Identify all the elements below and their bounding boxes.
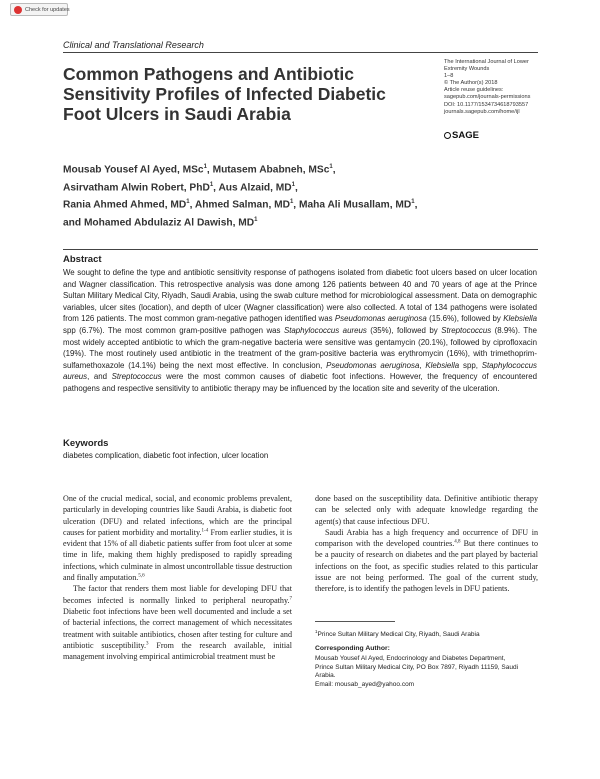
sage-logo	[444, 130, 479, 141]
copyright: © The Author(s) 2018	[444, 80, 498, 87]
paragraph: Saudi Arabia has a high frequency and occurrence of DFU in comparison with the developed countries.$^{4,8}$ But there continues to be a paucity of research on diabetes and the part played by bacterial infections on the foot, as specific studies related to this particular issue are not being performed. The goal of the current study, therefore, is to identify the pathogen levels in DFU patients.	[315, 527, 538, 594]
paragraph: done based on the susceptibility data. Definitive antibiotic therapy can be selected only with adequate knowledge regarding the agent(s) that cause infectious DFU.	[315, 494, 538, 526]
journal-meta	[444, 59, 544, 116]
permissions-link[interactable]: sagepub.com/journals-permissions	[444, 94, 531, 101]
abstract-divider	[63, 249, 538, 250]
doi[interactable]: DOI: 10.1177/1534734618793557	[444, 101, 529, 108]
author-line: Asirvatham Alwin Robert, PhD$^1$, Aus Alzaid, $MD^1$,	[63, 181, 298, 193]
footnote-divider	[315, 621, 395, 622]
paragraph: The factor that renders them most liable for developing DFU that becomes infected is normally linked to peripheral neuropathy.$^7$ Diabetic foot infections have been well documented and include a set of bacterial infections, the correct management of which necessitates treatment with suitable antibiotics, chosen after testing for culture and antibiotic susceptibility.$^3$ From the research available, initial management involving empirical antimicrobial treatment must be	[63, 584, 292, 662]
section-label: Clinical and Translational Research	[63, 40, 204, 50]
affiliation: $^1$Prince Sultan Military Medical City, Riyadh, Saudi Arabia	[315, 629, 480, 639]
check-updates-icon	[14, 6, 22, 14]
page-range: 1–8	[444, 73, 454, 80]
author-list	[63, 160, 533, 230]
corresponding-author-details: Mousab Yousef Al Ayed, Endocrinology and Diabetes Department, Prince Sultan Military Medical City, PO Box 7897, Riyadh 11159, Saudi Arabia. Email: mousab_ayed@yahoo.com	[315, 655, 540, 689]
reuse-guidelines-label: Article reuse guidelines:	[444, 87, 504, 94]
keywords-heading: Keywords	[63, 438, 109, 449]
paragraph: One of the crucial medical, social, and economic problems prevalent, particularly in developing countries like Saudi Arabia, is diabetic foot ulceration (DFU) and related infections, which are the principal causes for patient morbidity and mortality.$^{1-4}$ From earlier studies, it is evident that 15% of all diabetic patients suffer from foot ulcer at some time in life, making them highly predisposed to rapidly spreading infections, which culminate in almost uncontrollable tissue destruction and finally amputation.$^{5,6}$	[63, 494, 292, 583]
corresponding-author-heading: Corresponding Author:	[315, 645, 390, 652]
body-column-right	[315, 493, 538, 595]
top-divider	[63, 52, 538, 53]
journal-name-line-1: The International Journal of Lower	[444, 59, 529, 65]
author-line: Rania Ahmed Ahmed, $MD^1$, Ahmed Salman, $MD^1$, Maha Ali Musallam, $MD^1$,	[63, 199, 418, 211]
keywords-list: diabetes complication, diabetic foot infection, ulcer location	[63, 451, 269, 460]
abstract-heading: Abstract	[63, 254, 102, 265]
check-updates-label: Check for updates	[25, 6, 70, 13]
journal-name-line-2: Extremity Wounds	[444, 66, 490, 73]
publisher-name: SAGE	[452, 130, 479, 141]
article-title: Common Pathogens and Antibiotic Sensitivity Profiles of Infected Diabetic Foot Ulcers in Saudi Arabia	[63, 64, 386, 124]
author-line: Mousab Yousef Al Ayed, MSc$^1$, Mutasem Ababneh, MSc$^1$,	[63, 164, 336, 176]
journal-home-link[interactable]: journals.sagepub.com/home/ijl	[444, 108, 520, 115]
corresponding-email[interactable]: Email: mousab_ayed@yahoo.com	[315, 680, 415, 688]
author-line: and Mohamed Abdulaziz Al Dawish, $MD^1$	[63, 216, 258, 229]
body-column-left	[63, 493, 292, 662]
abstract-body: We sought to define the type and antibiotic sensitivity response of pathogens isolated from diabetic foot ulcers based on ulcer location and Wagner classification. This retrospective analysis was done among 126 patients between 40 and 70 years of age at the Prince Sultan Military Medical City, Riyadh, Saudi Arabia, using the swab culture method for microbiological assessment. Data on demographic variables, ulcer sites (location), and depth of ulcer (Wagner classification) were also collected. A total of 134 pathogens were isolated from 126 patients. The most common gram-negative pathogen identified was Pseudomonas aeruginosa (15.6%), followed by Klebsiella spp (6.7%). The most common gram-positive pathogen was Staphylococcus aureus (35%), followed by Streptococcus (8.9%). The most widely accepted antibiotic to which the gram-negative bacteria were sensitive was gentamycin (20.1%), followed by ciprofloxacin (19%). The most routinely used antibiotic in the treatment of the gram-positive bacteria was erythromycin (16%), with trimethoprim-sulfamethoxazole (14.1%) being the next most effective. In conclusion, Pseudomonas aeruginosa, Klebsiella spp, Staphylococcus aureus, and Streptococcus were the most common causes of diabetic foot infections. However, the frequency of encountered pathogens and respective sensitivity to antibiotic therapy may be influenced by the location site and severity of the ulceration.	[63, 268, 537, 393]
sage-logo-icon	[444, 132, 451, 139]
check-for-updates-badge[interactable]	[10, 3, 68, 16]
